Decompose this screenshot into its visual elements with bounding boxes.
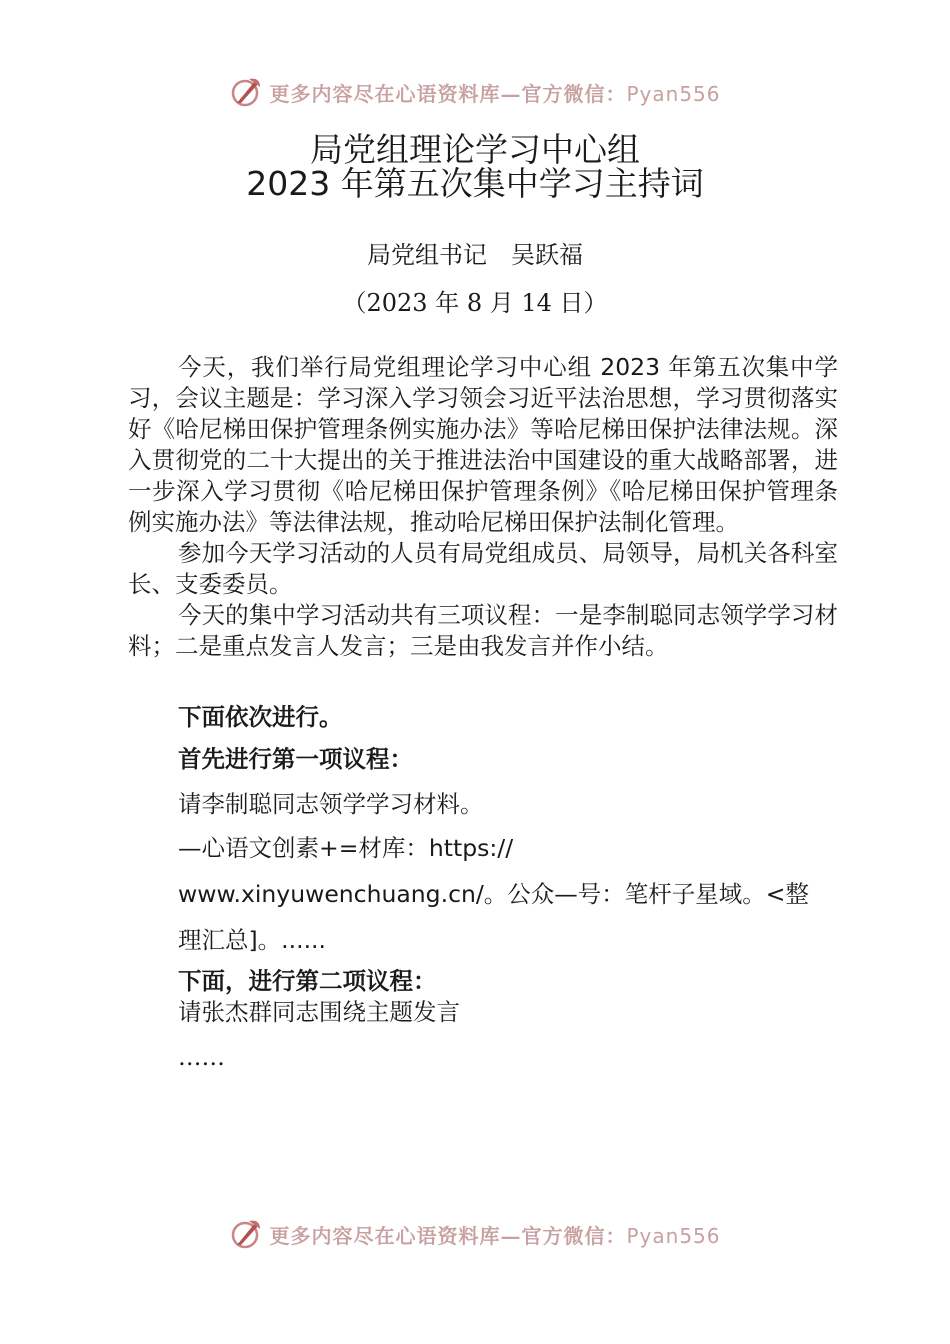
date-line: （2023 年 8 月 14 日） xyxy=(342,289,608,317)
document-title-line2: 2023 年第五次集中学习主持词 xyxy=(246,164,704,203)
agenda1-text: 请李制聪同志领学学习材料。 xyxy=(178,790,484,818)
quill-logo-icon xyxy=(229,75,263,109)
ad-line-2: www.xinyuwenchuang.cn/。公众—号：笔杆子星域。<整 xyxy=(178,880,809,908)
quill-logo-icon xyxy=(229,1217,263,1251)
watermark-footer xyxy=(0,1214,950,1254)
agenda2-text: 请张杰群同志围绕主题发言 xyxy=(178,998,460,1026)
ad-line-3: 理汇总]。...... xyxy=(178,926,326,954)
document-title-line1: 局党组理论学习中心组 xyxy=(310,130,640,169)
watermark-wechat-id: Pyan556 xyxy=(626,81,721,106)
agenda2-heading: 下面，进行第二项议程： xyxy=(178,967,437,995)
ad-line-1: —心语文创素+=材库：https:// xyxy=(178,834,514,862)
watermark-header xyxy=(0,72,950,112)
watermark-text: 更多内容尽在心语资料库—官方微信：Pyan556 xyxy=(269,1223,721,1248)
agenda1-heading: 首先进行第一项议程： xyxy=(178,745,413,773)
author-line: 局党组书记 吴跃福 xyxy=(367,241,583,269)
ellipsis-line: …… xyxy=(178,1043,225,1071)
watermark-text: 更多内容尽在心语资料库—官方微信：Pyan556 xyxy=(269,81,721,106)
paragraph-agenda: 今天的集中学习活动共有三项议程：一是李制聪同志领学学习材料；二是重点发言人发言；三是由我发言并作小结。 xyxy=(128,601,838,660)
paragraph-attendees: 参加今天学习活动的人员有局党组成员、局领导，局机关各科室长、支委委员。 xyxy=(128,539,838,598)
proceed-line: 下面依次进行。 xyxy=(178,703,343,731)
document-body xyxy=(128,352,838,662)
paragraph-intro: 今天，我们举行局党组理论学习中心组 2023 年第五次集中学习，会议主题是：学习深入学习领会习近平法治思想，学习贯彻落实好《哈尼梯田保护管理条例实施办法》等哈尼梯田保护法律法规。深入贯彻党的二十大提出的关于推进法治中国建设的重大战略部署，进一步深入学习贯彻《哈尼梯田保护管理条例》《哈尼梯田保护管理条例实施办法》等法律法规，推动哈尼梯田保护法制化管理。 xyxy=(128,353,838,536)
watermark-wechat-id: Pyan556 xyxy=(626,1223,721,1248)
